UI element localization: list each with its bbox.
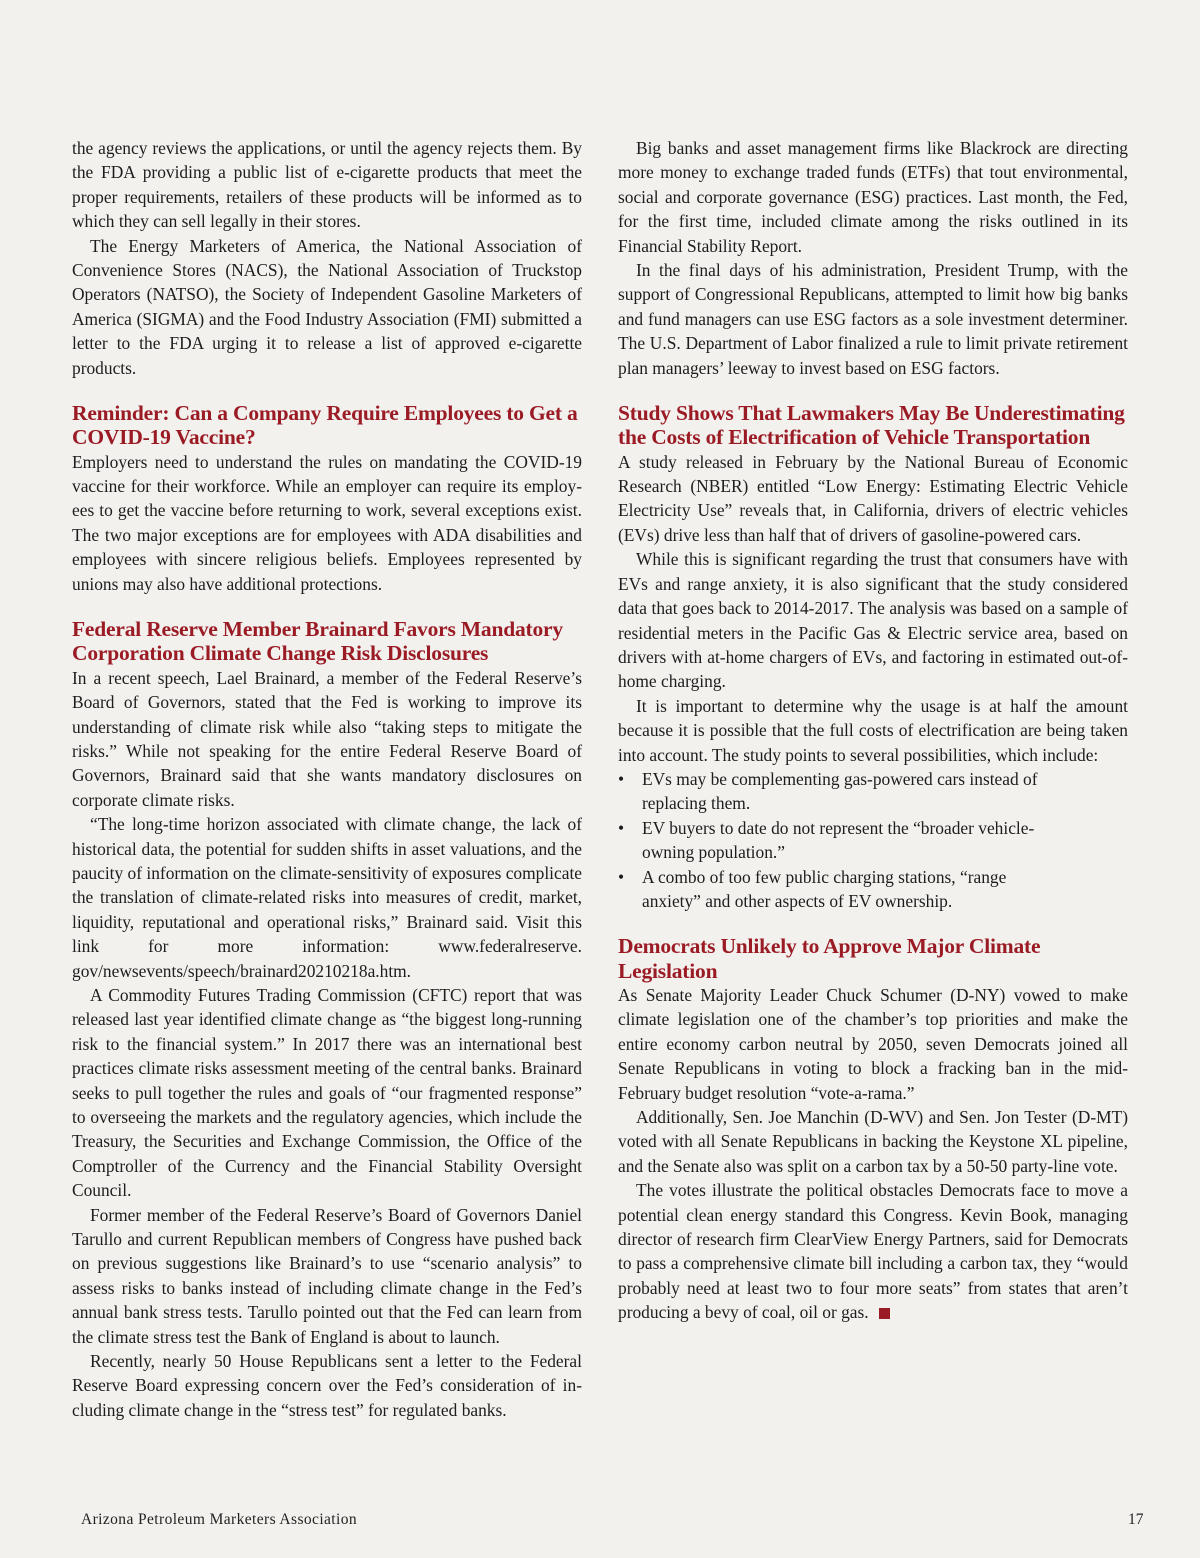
- list-item: [618, 767, 1128, 816]
- paragraph: In the final days of his administration, President Trump, with the support of Congressional Republicans, attempted to limit how big banks and fund managers can use ESG factors as a sole investment determiner. The U.S. Department of Labor finalized a rule to limit private retirement plan managers’ leeway to invest based on ESG factors.: [618, 260, 1128, 378]
- paragraph: Recently, nearly 50 House Republicans sent a letter to the Federal Reserve Board expressing concern over the Fed’s consideration of including climate change in the “stress test” for regulated banks.: [72, 1351, 582, 1420]
- paragraph: Big banks and asset management firms like Blackrock are directing more money to exchange traded funds (ETFs) that tout environmental, social and corporate governance (ESG) practices. Last month, the Fed, for the first time, included climate among the risks outlined in its Financial Stability Report.: [618, 138, 1128, 256]
- end-mark-icon: [879, 1308, 890, 1319]
- footer-publication: Arizona Petroleum Marketers Association: [81, 1511, 358, 1528]
- section-heading: Study Shows That Lawmakers May Be Underestimating the Costs of Electrification of Vehicle Transportation: [618, 401, 1125, 450]
- paragraph: Former member of the Federal Reserve’s Board of Governors Daniel Tarullo and current Republican members of Congress have pushed back on previous suggestions like Brainard’s to use “scenario analysis” to assess risks to banks instead of including climate change in the Fed’s annual bank stress tests. Tarullo pointed out that the Fed can learn from the climate stress test the Bank of England is about to launch.: [72, 1204, 582, 1347]
- paragraph: A study released in February by the National Bureau of Economic Research (NBER) entitled “Low Energy: Estimating Electric Vehicle Electricity Use” reveals that, in California, drivers of electric vehicles (EVs) drive less than half that of drivers of gasoline-powered cars.: [618, 451, 1128, 545]
- paragraph: A Commodity Futures Trading Commission (CFTC) report that was released last year identified climate change as “the biggest long-running risk to the financial system.” In 2017 there was an international best practices climate risks assessment meeting of the central banks. Brainard seeks to pull together the rules and goals of “our fragmented response” to overseeing the markets and the regulatory agencies, which include the Treasury, the Securities and Exchange Commission, the Office of the Comptroller of the Currency and the Financial Stability Oversight Council.: [72, 984, 582, 1201]
- list-item-text: EV buyers to date do not represent the “broader vehicle-owning population.”: [642, 817, 1035, 863]
- paragraph: the agency reviews the applications, or until the agency rejects them. By the FDA providing a public list of e-cigarette products that meet the proper requirements, retailers of these products will be informed as to which they can sell legally in their stores.: [72, 138, 582, 232]
- page-number: 17: [1128, 1511, 1144, 1528]
- left-column: [72, 136, 582, 1422]
- federal-reserve-section: [72, 617, 582, 1422]
- section-heading: Federal Reserve Member Brainard Favors Mandatory Corporation Climate Change Risk Disclosures: [72, 617, 563, 666]
- list-item-text: A combo of too few public charging stations, “range anxiety” and other aspects of EV ownership.: [642, 866, 1007, 911]
- democrats-climate-section: [618, 934, 1128, 1324]
- paragraph: [618, 1178, 1128, 1324]
- bullet-list: [618, 767, 1128, 913]
- list-item-text: EVs may be complementing gas-powered cars instead of replacing them.: [642, 768, 1038, 814]
- paragraph: “The long-time horizon associated with climate change, the lack of historical data, the potential for sudden shifts in asset valuations, and the paucity of information on the climate-sensitivity of exposures complicate the translation of climate-related risks into measures of credit, market, liquidity, reputational and operational risks,” Brainard said. Visit this link for more information: www.federalreserve.​gov/newsevents/speech/brainard20210218a.htm.: [72, 814, 582, 981]
- paragraph: While this is significant regarding the trust that consumers have with EVs and range anxiety, it is also significant that the study considered data that goes back to 2014-2017. The analysis was based on a sample of residential meters in the Pacific Gas & Electric service area, based on drivers with at-home chargers of EVs, and factoring in estimated out-of-home charging.: [618, 549, 1128, 692]
- section-heading: Reminder: Can a Company Require Employees to Get a COVID-19 Vaccine?: [72, 401, 578, 450]
- ev-study-section: [618, 401, 1128, 913]
- bullet-icon: •: [618, 866, 625, 887]
- section-heading: Democrats Unlikely to Approve Major Climate Legislation: [618, 934, 1041, 983]
- paragraph: In a recent speech, Lael Brainard, a member of the Federal Reserve’s Board of Governors, stated that the Fed is working to improve its understanding of climate risk while also “taking steps to mitigate the risks.” While not speaking for the entire Federal Reserve Board of Governors, Brainard said that she wants mandatory disclosures on corporate climate risks.: [72, 667, 582, 810]
- paragraph: It is important to determine why the usage is at half the amount because it is possible that the full costs of electrification are being taken into account. The study points to several possibilities, which include:: [618, 695, 1128, 765]
- paragraph: Employers need to understand the rules on mandating the COVID-19 vaccine for their workforce. While an employer can require its employees to get the vaccine before returning to work, several exceptions exist. The two major exceptions are for employees with ADA disabilities and employees with sincere religious beliefs. Employees represented by unions may also have additional protections.: [72, 451, 582, 594]
- right-column: [618, 136, 1128, 1325]
- covid-vaccine-section: [72, 401, 582, 596]
- paragraph-text: The votes illustrate the political obstacles Democrats face to move a potential clean energy standard this Congress. Kevin Book, managing director of research firm ClearView Energy Partners, said for Democrats to pass a comprehensive climate bill including a carbon tax, they “would probably need at least two to four more seats” from states that aren’t producing a bevy of coal, oil or gas.: [618, 1180, 1128, 1323]
- paragraph: Additionally, Sen. Joe Manchin (D-WV) and Sen. Jon Tester (D-MT) voted with all Senate Republicans in backing the Keystone XL pipeline, and the Senate also was split on a carbon tax by a 50-50 party-line vote.: [618, 1107, 1128, 1176]
- paragraph: The Energy Marketers of America, the National Association of Convenience Stores (NACS), the National Association of Truckstop Operators (NATSO), the Society of Independent Gasoline Marketers of America (SIGMA) and the Food Industry Association (FMI) submitted a letter to the FDA urging it to release a list of approved e-cigarette products.: [72, 235, 582, 378]
- paragraph: As Senate Majority Leader Chuck Schumer (D-NY) vowed to make climate legislation one of the chamber’s top priorities and make the entire economy carbon neutral by 2050, seven Democrats joined all Senate Republicans in voting to block a fracking ban in the mid-February budget resolution “vote-a-rama.”: [618, 984, 1128, 1103]
- list-item: [618, 865, 1128, 914]
- bullet-icon: •: [618, 817, 625, 838]
- list-item: [618, 816, 1128, 865]
- bullet-icon: •: [618, 768, 625, 789]
